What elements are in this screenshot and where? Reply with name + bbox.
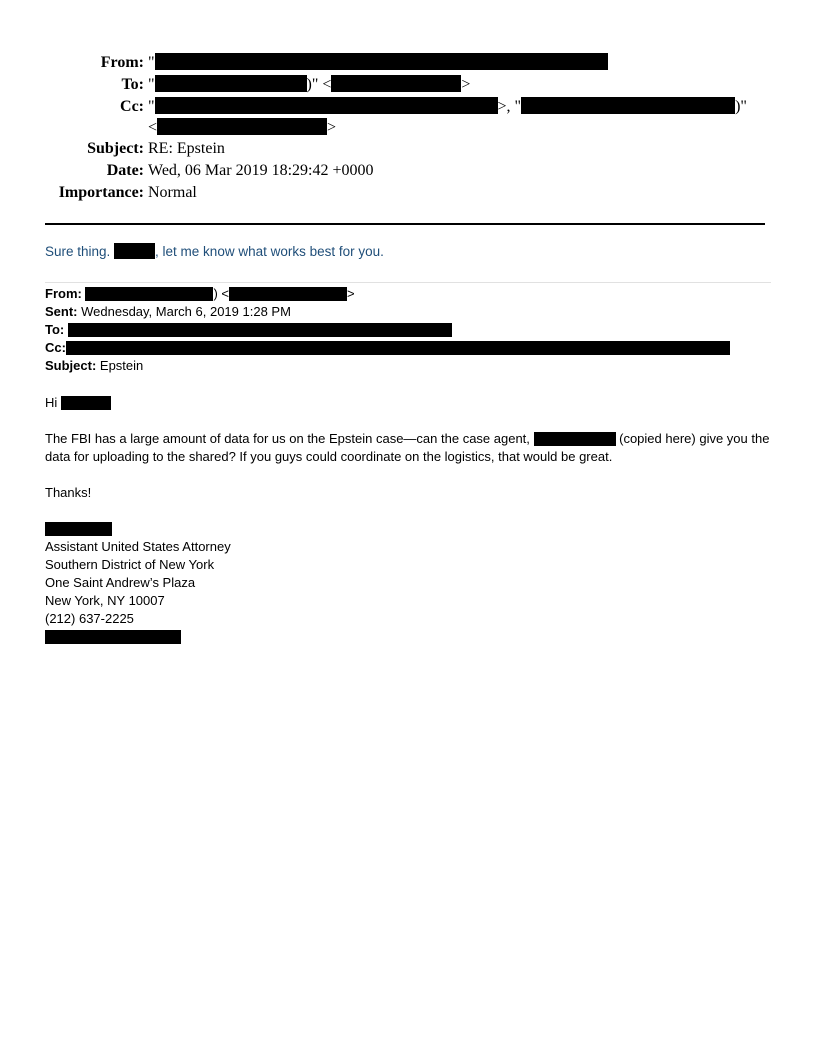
- header-from-row: [0, 52, 816, 74]
- redaction-box: [114, 243, 155, 259]
- redaction-box: [68, 323, 452, 337]
- orig-to-row: [45, 321, 730, 339]
- signature-office: Southern District of New York: [45, 557, 215, 572]
- redaction-box: [157, 118, 327, 135]
- orig-from-label: From:: [45, 286, 82, 301]
- to-quote: ": [148, 76, 155, 93]
- cc-suffix: )": [735, 98, 747, 115]
- orig-from-mid: ) <: [213, 286, 230, 301]
- redaction-box: [45, 522, 112, 536]
- redaction-box: [155, 97, 498, 114]
- redaction-box: [229, 287, 347, 301]
- orig-from-row: [45, 285, 730, 303]
- to-mid: )" <: [306, 76, 332, 93]
- cc-quote: ": [148, 98, 155, 115]
- email-header: [0, 52, 816, 204]
- signature-block: [45, 520, 231, 646]
- cc-line2-prefix: <: [148, 119, 158, 136]
- signature-title: Assistant United States Attorney: [45, 539, 231, 554]
- date-value: Wed, 06 Mar 2019 18:29:42 +0000: [148, 162, 374, 179]
- signature-name: [45, 520, 231, 538]
- header-subject-row: [0, 138, 816, 160]
- para1-after: (copied here) give you the data for uploading to the shared? If you guys could coordinate on the logistics, that would be great.: [45, 431, 770, 464]
- cc-value: [148, 96, 747, 118]
- header-date-row: [0, 160, 816, 182]
- orig-from-suffix: >: [347, 286, 355, 301]
- from-value: [148, 52, 608, 74]
- orig-subject-row: [45, 357, 730, 375]
- quoted-divider: [45, 282, 771, 283]
- signature-email: [45, 628, 231, 646]
- signature-address1: One Saint Andrew’s Plaza: [45, 575, 196, 590]
- para1-before: The FBI has a large amount of data for us on the Epstein case—can the case agent,: [45, 431, 534, 446]
- message-body: [45, 394, 771, 502]
- orig-cc-row: [45, 339, 730, 357]
- greeting: [45, 394, 771, 412]
- orig-cc-label: Cc:: [45, 340, 66, 355]
- redaction-box: [155, 53, 608, 70]
- reply-text-after: , let me know what works best for you.: [155, 244, 384, 259]
- redaction-box: [521, 97, 735, 114]
- orig-sent-value: Wednesday, March 6, 2019 1:28 PM: [77, 304, 291, 319]
- cc-mid: >, ": [497, 98, 522, 115]
- header-cc-row: [0, 96, 816, 118]
- cc-value-line2: [148, 118, 336, 138]
- orig-sent-label: Sent:: [45, 304, 78, 319]
- redaction-box: [61, 396, 111, 410]
- importance-label: Importance:: [58, 184, 144, 201]
- redaction-box: [331, 75, 461, 92]
- orig-subject-value: Epstein: [96, 358, 144, 373]
- from-quote: ": [148, 54, 155, 71]
- subject-value: RE: Epstein: [148, 140, 225, 157]
- header-divider: [45, 223, 765, 225]
- signature-address2: New York, NY 10007: [45, 593, 165, 608]
- date-label: Date:: [106, 162, 144, 179]
- redaction-box: [534, 432, 616, 446]
- redaction-box: [155, 75, 307, 92]
- to-label: To:: [121, 76, 144, 93]
- redaction-box: [66, 341, 730, 355]
- orig-sent-row: [45, 303, 730, 321]
- redaction-box: [45, 630, 181, 644]
- importance-value: Normal: [148, 184, 197, 201]
- redaction-box: [85, 287, 213, 301]
- original-message-header: [45, 285, 730, 375]
- reply-text-before: Sure thing.: [45, 244, 115, 259]
- cc-line2-suffix: >: [327, 119, 337, 136]
- orig-subject-label: Subject:: [45, 358, 97, 373]
- cc-label: Cc:: [120, 98, 144, 115]
- to-suffix: >: [461, 76, 471, 93]
- header-cc-row-2: [0, 118, 816, 138]
- orig-to-label: To:: [45, 322, 65, 337]
- to-value: [148, 74, 470, 96]
- signature-phone: (212) 637-2225: [45, 611, 134, 626]
- greeting-text: Hi: [45, 395, 61, 410]
- closing: Thanks!: [45, 485, 92, 500]
- header-to-row: [0, 74, 816, 96]
- header-importance-row: [0, 182, 816, 204]
- reply-text: [45, 243, 384, 259]
- subject-label: Subject:: [87, 140, 144, 157]
- from-label: From:: [100, 54, 144, 71]
- body-paragraph: [45, 430, 771, 466]
